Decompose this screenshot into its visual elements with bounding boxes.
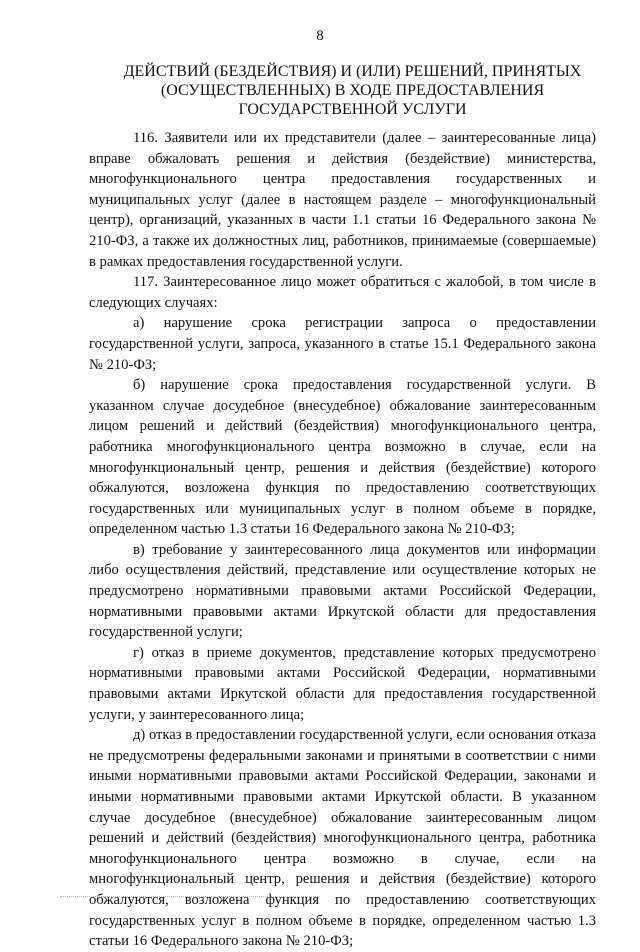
heading-line-3: ГОСУДАРСТВЕННОЙ УСЛУГИ [238,101,467,118]
list-item-a: а) нарушение срока регистрации запроса о предоставлении государственной услуги, запроса, указанного в статье 15.1 Федерального закона № 210-ФЗ; [89,315,596,373]
document-body [89,128,596,952]
list-item-v: в) требование у заинтересованного лица документов или информации либо осуществления действий, представление или осуществление которых не предусмотрено нормативными правовыми актами Российской Федерации, нормативными правовыми актами Иркутской области для предоставления государственной услуги; [89,541,596,641]
heading-line-2: (ОСУЩЕСТВЛЕННЫХ) В ХОДЕ ПРЕДОСТАВЛЕНИЯ [160,82,545,99]
footer-divider [60,896,320,897]
paragraph-117: 117. Заинтересованное лицо может обратиться с жалобой, в том числе в следующих случаях: [89,274,596,311]
list-item-d: д) отказ в предоставлении государственной услуги, если основания отказа не предусмотрены федеральными законами и принятыми в соответствии с ними иными нормативными правовыми актами Российской Федерации, законами и иными нормативными правовыми актами Иркутской области. В указанном случае досудебное (внесудебное) обжалование заинтересованным лицом решений и действий (бездействия) многофункционального центра, работника многофункционального центра возможно в случае, если на многофункциональный центр, решения и действия (бездействие) которого обжалуются, возложена функция по предоставлению соответствующих государственных услуг в полном объеме в порядке, определенном частью 1.3 статьи 16 Федерального закона № 210-ФЗ; [89,727,596,950]
page-number: 8 [316,28,324,44]
heading-line-1: ДЕЙСТВИЙ (БЕЗДЕЙСТВИЯ) И (ИЛИ) РЕШЕНИЙ, ПРИНЯТЫХ [123,63,582,80]
section-heading [100,62,605,119]
list-item-g: г) отказ в приеме документов, представление которых предусмотрено нормативными правовыми актами Российской Федерации, нормативными правовыми актами Иркутской области для предоставления государственной услуги, у заинтересованного лица; [89,644,596,723]
paragraph-116: 116. Заявители или их представители (далее – заинтересованные лица) вправе обжаловать решения и действия (бездействие) министерства, многофункционального центра предоставления государственных и муниципальных услуг (далее в настоящем разделе – многофункциональный центр), организаций, указанных в части 1.1 статьи 16 Федерального закона № 210-ФЗ, а также их должностных лиц, работников, принимаемые (совершаемые) в рамках предоставления государственной услуги. [89,130,596,270]
list-item-b: б) нарушение срока предоставления государственной услуги. В указанном случае досудебное (внесудебное) обжалование заинтересованным лицом решений и действий (бездействия) многофункционального центра, работника многофункционального центра возможно в случае, если на многофункциональный центр, решения и действия (бездействие) которого обжалуются, возложена функция по предоставлению соответствующих государственных или муниципальных услуг в полном объеме в порядке, определенном частью 1.3 статьи 16 Федерального закона № 210-ФЗ; [89,377,596,538]
